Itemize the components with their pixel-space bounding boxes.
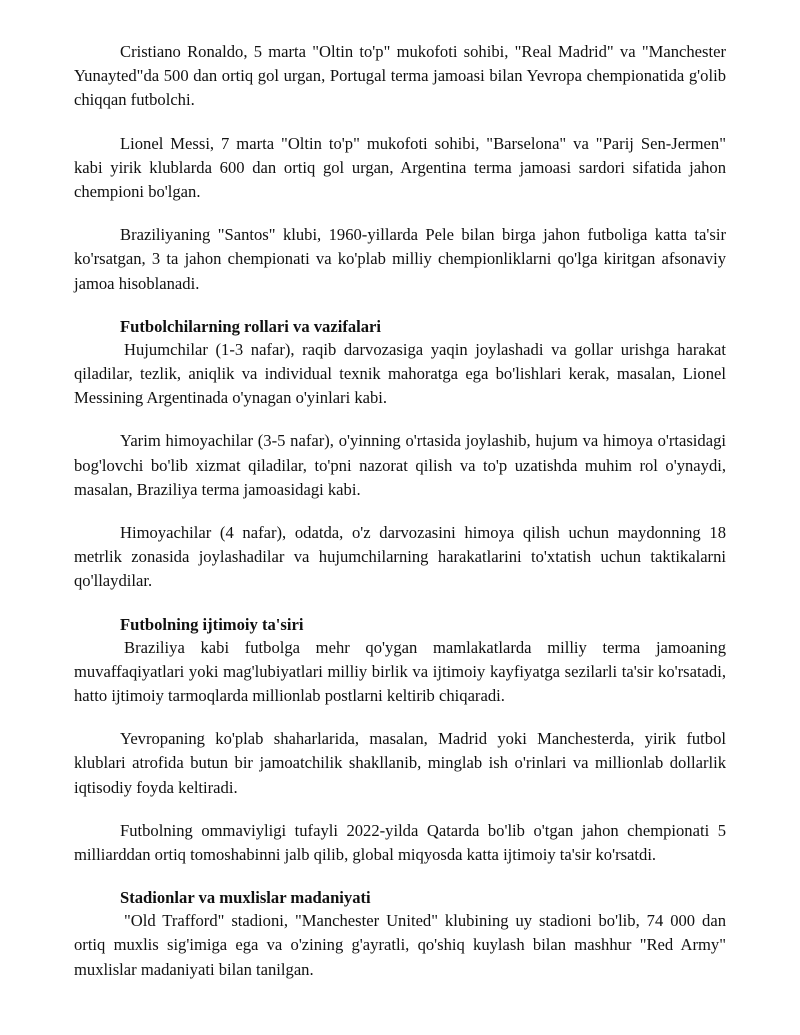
heading-player-roles: Futbolchilarning rollari va vazifalari — [120, 316, 382, 336]
heading-stadiums-fans: Stadionlar va muxlislar madaniyati — [120, 888, 371, 908]
paragraph-messi: Lionel Messi, 7 marta "Oltin to'p" mukofoti sohibi, "Barselona" va "Parij Sen-Jermen" kabi yirik klublarda 600 dan ortiq gol urgan, Argentina terma jamoasi sardori sifatida jahon chempioni bo'lgan. — [74, 133, 726, 202]
paragraph-europe-clubs: Yevropaning ko'plab shaharlarida, masalan, Madrid yoki Manchesterda, yirik futbol klublari atrofida butun bir jamoatchilik shakllanib, minglab ish o'rinlari va millionlab dollarlik iqtisodiy foyda keltiradi. — [74, 729, 726, 797]
paragraph-brazil-impact: Braziliya kabi futbolga mehr qo'ygan mamlakatlarda milliy terma jamoaning muvaffaqiyatlari yoki mag'lubiyatlari milliy birlik va ijtimoiy kayfiyatga sezilarli ta'sir ko'rsatadi, hatto ijtimoiy tarmoqlarda millionlab postlarni keltirib chiqaradi. — [74, 637, 726, 706]
paragraph-forwards: Hujumchilar (1-3 nafar), raqib darvozasiga yaqin joylashadi va gollar urishga harakat qiladilar, tezlik, aniqlik va individual texnik mahoratga ega bo'lishlari kerak, masalan, Lionel Messining Argentinada o'ynagan o'yinlari kabi. — [74, 339, 726, 408]
paragraph-ronaldo: Cristiano Ronaldo, 5 marta "Oltin to'p" mukofoti sohibi, "Real Madrid" va "Manchester Yunayted"da 500 dan ortiq gol urgan, Portugal terma jamoasi bilan Yevropa chempionatida g'olib chiqqan futbolchi. — [74, 42, 726, 110]
paragraph-santos: Braziliyaning "Santos" klubi, 1960-yillarda Pele bilan birga jahon futboliga katta ta'sir ko'rsatgan, 3 ta jahon chempionati va ko'plab milliy chempionliklarni qo'lga kiritgan afsonaviy jamoa hisoblanadi. — [74, 225, 726, 293]
heading-social-impact: Futbolning ijtimoiy ta'siri — [120, 614, 304, 634]
paragraph-qatar-2022: Futbolning ommaviyligi tufayli 2022-yilda Qatarda bo'lib o'tgan jahon chempionati 5 milliarddan ortiq tomoshabinni jalb qilib, global miqyosda katta ijtimoiy ta'sir ko'rsatdi. — [74, 820, 726, 865]
paragraph-midfielders: Yarim himoyachilar (3-5 nafar), o'yinning o'rtasida joylashib, hujum va himoya o'rtasidagi bog'lovchi bo'lib xizmat qiladilar, to'pni nazorat qilish va to'p uzatishda muhim rol o'ynaydi, masalan, Braziliya terma jamoasidagi kabi. — [74, 431, 726, 499]
paragraph-old-trafford: "Old Trafford" stadioni, "Manchester United" klubining uy stadioni bo'lib, 74 000 dan ortiq muxlis sig'imiga ega va o'zining g'ayratli, qo'shiq kuylash bilan mashhur "Red Army" muxlislar madaniyati bilan tanilgan. — [74, 911, 726, 979]
paragraph-defenders: Himoyachilar (4 nafar), odatda, o'z darvozasini himoya qilish uchun maydonning 18 metrlik zonasida joylashadilar va hujumchilarning harakatlarini to'xtatish uchun taktikalarni qo'llaydilar. — [74, 523, 726, 591]
